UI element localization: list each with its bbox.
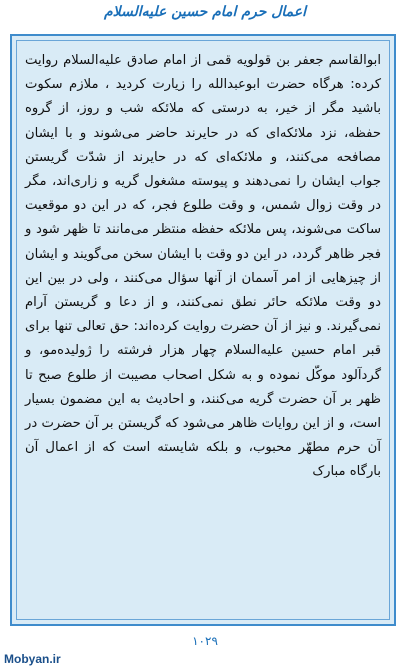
page-title: اعمال حرم امام حسین علیه‌السلام [103,4,307,20]
body-text [25,49,381,615]
text-frame [10,34,396,626]
body-paragraph: ابوالقاسم جعفر بن قولویه قمی از امام صادق علیه‌السلام روایت کرده: هرگاه حضرت ابوعبدالله را زیارت کردید ، ملازم سکوت باشید مگر از خیر، به درستی که ملائکه شب و روز، از گروه حفظه، نزد ملائکه‌ای که در حایرند حاضر می‌شوند و با ایشان مصافحه می‌کنند، و ملائکه‌ای که در حایرند از شدّت گریستن جواب ایشان را نمی‌دهند و پیوسته مشغول گریه و زاری‌اند، مگر در وقت زوال شمس، و وقت طلوع فجر، که در این دو موقعیت ساکت می‌شوند، پس ملائکه حفظه منتظر می‌مانند تا ظهر شود و فجر ظاهر گردد، در این دو وقت با ایشان سخن می‌گویند و ایشان از چیزهایی از امر آسمان از آنها سؤال می‌کنند ، ولی در بین این دو وقت ملائکه حائر نطق نمی‌کنند، و از دعا و گریستن آرام نمی‌گیرند. و نیز از آن حضرت روایت کرده‌اند: حق تعالی تنها برای قبر امام حسین علیه‌السلام چهار هزار فرشته را ژولیده‌مو، و گردآلود موکّل نموده و به شکل اصحاب مصیبت از طلوع صبح تا ظهر بر آن حضرت گریه می‌کنند، و احادیث به این مضمون بسیار است، و از این روایات ظاهر می‌شود که گریستن بر آن حضرت در آن حرم مطهّر محبوب، و بلکه شایسته است که از اعمال آن بارگاه مبارک [25,53,381,480]
page-number: ۱۰۲۹ [192,634,218,648]
text-frame-inner-border [16,40,390,620]
site-watermark: Mobyan.ir [4,652,61,666]
